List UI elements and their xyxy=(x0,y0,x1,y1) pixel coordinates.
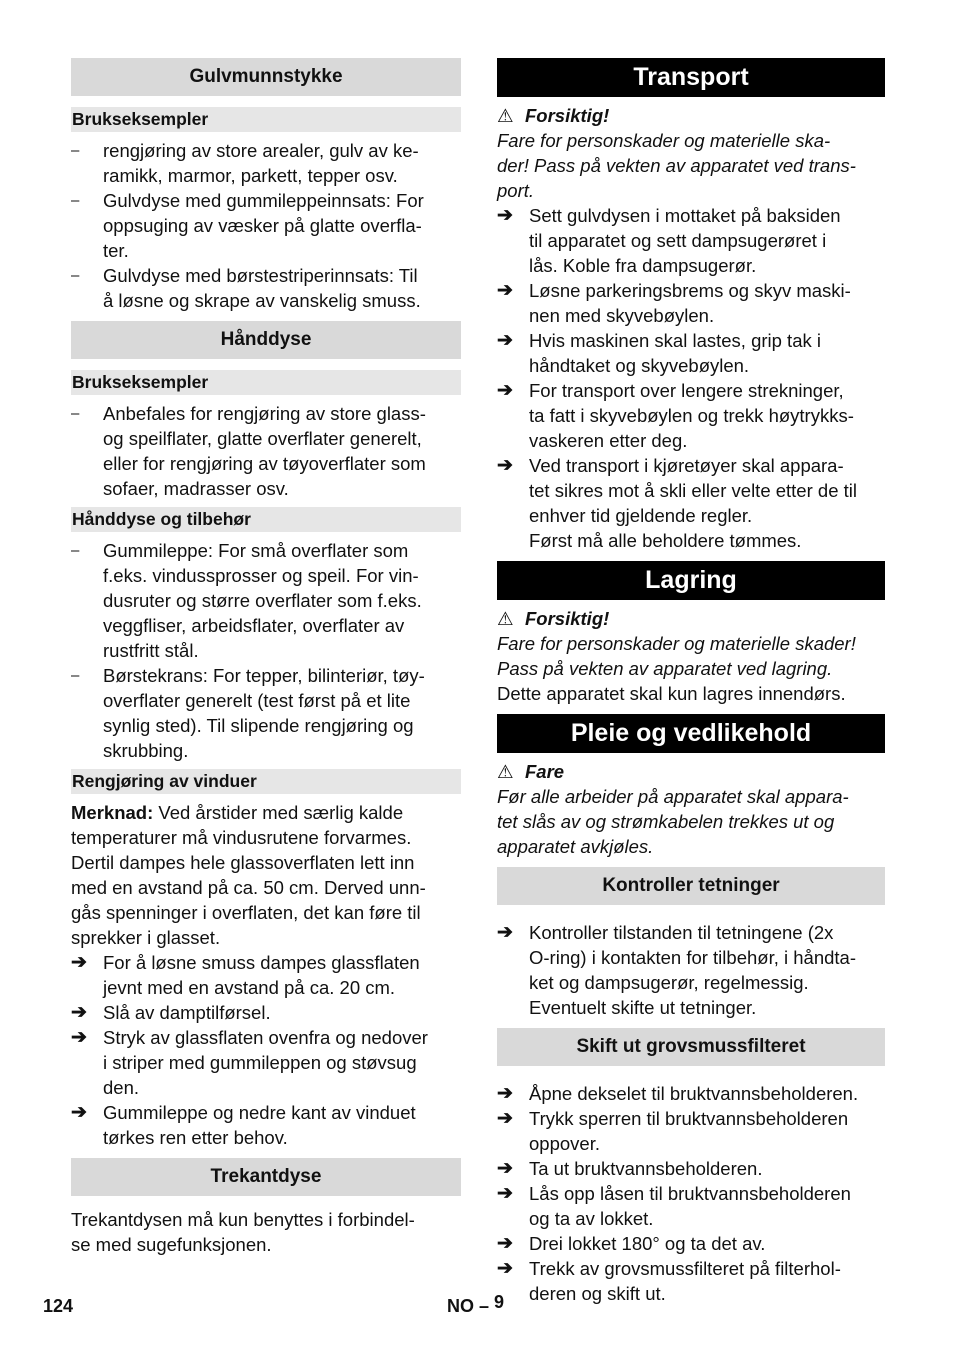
arrow-icon: ➔ xyxy=(497,1108,513,1129)
list-item xyxy=(71,263,461,313)
warning-icon: ⚠ xyxy=(497,761,514,782)
item-line: For å løsne smuss dampes glassflaten xyxy=(103,952,420,973)
item-line: f.eks. vindussprosser og speil. For vin- xyxy=(103,565,419,586)
text-line: port. xyxy=(497,180,535,201)
item-line: Drei lokket 180° og ta det av. xyxy=(529,1233,766,1254)
arrow-icon: ➔ xyxy=(71,1102,87,1123)
left-column xyxy=(71,58,461,1257)
item-line: å løsne og skrape av vanskelig smuss. xyxy=(103,290,421,311)
dash-bullet: – xyxy=(71,142,80,159)
item-line: oppsuging av væsker på glatte overfla- xyxy=(103,215,422,236)
danger-text xyxy=(497,784,885,859)
right-column xyxy=(497,58,885,1306)
item-line: Gulvdyse med gummileppeinnsats: For xyxy=(103,190,424,211)
item-line: Gulvdyse med børstestriperinnsats: Til xyxy=(103,265,418,286)
dash-bullet: – xyxy=(71,667,80,684)
item-line: eller for rengjøring av tøyoverflater som xyxy=(103,453,426,474)
danger-heading: ⚠ Fare xyxy=(497,761,565,782)
note-label: Merknad: xyxy=(71,802,154,823)
section-heading-trekantdyse: Trekantdyse xyxy=(71,1158,461,1196)
subheading-handdyse-tilbehor: Hånddyse og tilbehør xyxy=(71,507,461,532)
item-line: Løsne parkeringsbrems og skyv maski- xyxy=(529,280,851,301)
list-item xyxy=(71,401,461,501)
item-line: Ved transport i kjøretøyer skal appara- xyxy=(529,455,844,476)
item-line: skrubbing. xyxy=(103,740,189,761)
arrow-list xyxy=(497,920,885,1020)
text-line: Fare for personskader og materielle ska- xyxy=(497,130,831,151)
item-line: Eventuelt skifte ut tetninger. xyxy=(529,997,757,1018)
instruction-step xyxy=(497,453,885,553)
list-item xyxy=(71,538,461,663)
item-line: vaskeren etter deg. xyxy=(529,430,688,451)
subheading-brukseksempler: Brukseksempler xyxy=(71,370,461,395)
dash-list xyxy=(71,401,461,501)
item-line: veggfliser, arbeidsflater, overflater av xyxy=(103,615,405,636)
footer-section-label: NO – 9 xyxy=(447,1292,505,1316)
section-heading-pleie: Pleie og vedlikehold xyxy=(497,714,885,753)
note-paragraph xyxy=(71,800,461,950)
item-line: sofaer, madrasser osv. xyxy=(103,478,289,499)
text-line: se med sugefunksjonen. xyxy=(71,1234,272,1255)
dash-bullet: – xyxy=(71,192,80,209)
item-line: Gummileppe: For små overflater som xyxy=(103,540,409,561)
item-line: ter. xyxy=(103,240,129,261)
warning-heading: ⚠ Forsiktig! xyxy=(497,105,610,126)
instruction-step xyxy=(497,1256,885,1306)
item-line: Trykk sperren til bruktvannsbeholderen xyxy=(529,1108,849,1129)
text-line: Pass på vekten av apparatet ved lagring. xyxy=(497,658,833,679)
arrow-icon: ➔ xyxy=(497,1158,513,1179)
arrow-icon: ➔ xyxy=(497,205,513,226)
dash-bullet: – xyxy=(71,542,80,559)
item-line: enhver tid gjeldende regler. xyxy=(529,505,753,526)
item-line: synlig sted). Til slipende rengjøring og xyxy=(103,715,414,736)
instruction-step xyxy=(497,378,885,453)
item-line: Anbefales for rengjøring av store glass- xyxy=(103,403,426,424)
arrow-icon: ➔ xyxy=(497,330,513,351)
instruction-step xyxy=(497,278,885,328)
item-line: Åpne dekselet til bruktvannsbeholderen. xyxy=(529,1083,859,1104)
instruction-step xyxy=(497,1106,885,1156)
item-line: og speilflater, glatte overflater generelt, xyxy=(103,428,422,449)
item-line: i striper med gummileppen og støvsug xyxy=(103,1052,417,1073)
text-line: med en avstand på ca. 50 cm. Derved unn- xyxy=(71,877,426,898)
text-line: Trekantdysen må kun benyttes i forbindel- xyxy=(71,1209,415,1230)
item-line: og ta av lokket. xyxy=(529,1208,654,1229)
text-line: tet slås av og strømkabelen trekkes ut og xyxy=(497,811,835,832)
instruction-step xyxy=(497,1156,885,1181)
instruction-step xyxy=(71,950,461,1000)
section-heading-gulvmunnstykke: Gulvmunnstykke xyxy=(71,58,461,96)
item-line: ket og dampsugerør, regelmessig. xyxy=(529,972,809,993)
subheading-brukseksempler: Brukseksempler xyxy=(71,107,461,132)
arrow-icon: ➔ xyxy=(497,1258,513,1279)
item-line: jevnt med en avstand på ca. 20 cm. xyxy=(103,977,396,998)
item-line: ramikk, marmor, parkett, tepper osv. xyxy=(103,165,398,186)
dash-list xyxy=(71,138,461,313)
list-item xyxy=(71,138,461,188)
instruction-step xyxy=(497,1231,885,1256)
text-line: sprekker i glasset. xyxy=(71,927,221,948)
section-heading-kontroller-tetninger: Kontroller tetninger xyxy=(497,867,885,905)
item-line: Lås opp låsen til bruktvannsbeholderen xyxy=(529,1183,851,1204)
item-line: ta fatt i skyvebøylen og trekk høytrykks- xyxy=(529,405,854,426)
instruction-step xyxy=(497,1181,885,1231)
item-line: tørkes ren etter behov. xyxy=(103,1127,288,1148)
item-line: Gummileppe og nedre kant av vinduet xyxy=(103,1102,416,1123)
dash-bullet: – xyxy=(71,267,80,284)
warning-icon: ⚠ xyxy=(497,105,514,126)
item-line: Først må alle beholdere tømmes. xyxy=(529,530,802,551)
item-line: overflater generelt (test først på et lite xyxy=(103,690,411,711)
text-line: der! Pass på vekten av apparatet ved trans- xyxy=(497,155,856,176)
arrow-list xyxy=(497,203,885,553)
item-line: dusruter og større overflater som f.eks. xyxy=(103,590,422,611)
item-line: til apparatet og sett dampsugerøret i xyxy=(529,230,827,251)
item-line: Slå av damptilførsel. xyxy=(103,1002,271,1023)
dash-list xyxy=(71,538,461,763)
item-line: lås. Koble fra dampsugerør. xyxy=(529,255,757,276)
text-line: gås spenninger i overflaten, det kan føre til xyxy=(71,902,421,923)
item-line: O-ring) i kontakten for tilbehør, i håndta- xyxy=(529,947,856,968)
warning-icon: ⚠ xyxy=(497,608,514,629)
text-line: Ved årstider med særlig kalde xyxy=(153,802,404,823)
text-line: Dertil dampes hele glassoverflaten lett inn xyxy=(71,852,415,873)
section-heading-lagring: Lagring xyxy=(497,561,885,600)
arrow-icon: ➔ xyxy=(497,380,513,401)
arrow-list xyxy=(497,1081,885,1306)
text-line: Fare for personskader og materielle skader! xyxy=(497,633,856,654)
item-line: håndtaket og skyvebøylen. xyxy=(529,355,750,376)
warning-text xyxy=(497,631,885,681)
instruction-step xyxy=(497,203,885,278)
item-line: rustfritt stål. xyxy=(103,640,199,661)
section-heading-grovsmussfilter: Skift ut grovsmussfilteret xyxy=(497,1028,885,1066)
instruction-step xyxy=(497,920,885,1020)
instruction-step xyxy=(71,1025,461,1100)
dash-bullet: – xyxy=(71,405,80,422)
list-item xyxy=(71,188,461,263)
section-heading-handdyse: Hånddyse xyxy=(71,321,461,359)
instruction-step xyxy=(71,1000,461,1025)
item-line: oppover. xyxy=(529,1133,600,1154)
item-line: tet sikres mot å skli eller velte etter de til xyxy=(529,480,857,501)
arrow-icon: ➔ xyxy=(497,1183,513,1204)
list-item xyxy=(71,663,461,763)
page-number: 124 xyxy=(43,1296,74,1316)
warning-heading: ⚠ Forsiktig! xyxy=(497,608,610,629)
item-line: For transport over lengere strekninger, xyxy=(529,380,844,401)
item-line: Kontroller tilstanden til tetningene (2x xyxy=(529,922,834,943)
instruction-step xyxy=(71,1100,461,1150)
note-lines xyxy=(71,802,461,950)
item-line: Stryk av glassflaten ovenfra og nedover xyxy=(103,1027,428,1048)
item-line: Børstekrans: For tepper, bilinteriør, tøy- xyxy=(103,665,425,686)
item-line: Trekk av grovsmussfilteret på filterhol- xyxy=(529,1258,841,1279)
text-line: temperaturer må vindusrutene forvarmes. xyxy=(71,827,412,848)
instruction-step xyxy=(497,328,885,378)
section-heading-transport: Transport xyxy=(497,58,885,97)
item-line: Ta ut bruktvannsbeholderen. xyxy=(529,1158,763,1179)
arrow-icon: ➔ xyxy=(497,455,513,476)
trekant-paragraph xyxy=(71,1207,461,1257)
text-line: Før alle arbeider på apparatet skal appara- xyxy=(497,786,849,807)
item-line: nen med skyvebøylen. xyxy=(529,305,715,326)
lagring-text: Dette apparatet skal kun lagres innendørs. xyxy=(497,683,846,704)
warning-text xyxy=(497,128,885,203)
item-line: deren og skift ut. xyxy=(529,1283,666,1304)
item-line: den. xyxy=(103,1077,140,1098)
subheading-rengjoring-vinduer: Rengjøring av vinduer xyxy=(71,769,461,794)
item-line: rengjøring av store arealer, gulv av ke- xyxy=(103,140,419,161)
item-line: Hvis maskinen skal lastes, grip tak i xyxy=(529,330,821,351)
arrow-icon: ➔ xyxy=(71,1002,87,1023)
arrow-icon: ➔ xyxy=(497,922,513,943)
text-line: apparatet avkjøles. xyxy=(497,836,654,857)
arrow-icon: ➔ xyxy=(71,1027,87,1048)
arrow-icon: ➔ xyxy=(71,952,87,973)
arrow-icon: ➔ xyxy=(497,280,513,301)
arrow-icon: ➔ xyxy=(497,1083,513,1104)
arrow-list xyxy=(71,950,461,1150)
instruction-step xyxy=(497,1081,885,1106)
item-line: Sett gulvdysen i mottaket på baksiden xyxy=(529,205,841,226)
arrow-icon: ➔ xyxy=(497,1233,513,1254)
